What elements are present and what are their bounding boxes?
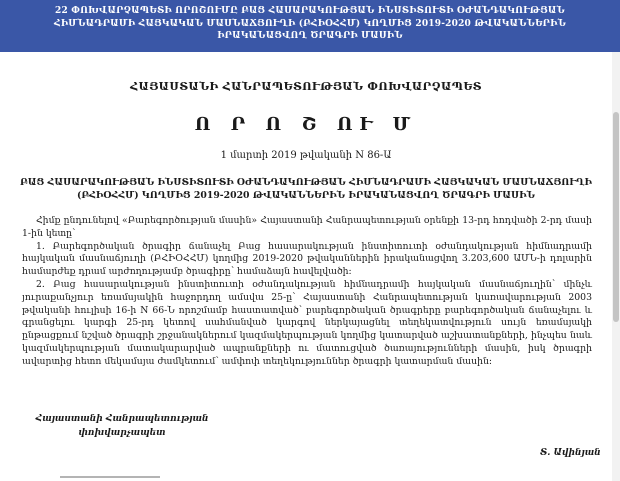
paragraph-2: 2. Բաց հասարակության ինստիտուտի օժանդակության հիմնադրամի հայկական մասնաճյուղին՝ մինչև յուրաքանչյուր եռամսյակին հաջորդող ամսվա 25-ը՝ Հայաստանի Հանրապետության կառավարության 2003 թվականի հուլիսի 16-ի N 66-Ն որոշմամբ հաստատված՝ բարեգործական ծրագրերը բարեգործական ճանաչելու և գրանցելու կարգի 25-րդ կետով սահմանված կարգով ներկայացնել տեղեկատվություն սույն եռամսյակի ընթացքում նշված ծրագրի շրջանակներում կազմակերպության կողմից կատարված աշխատանքների, ինչպես նաև կազմակերպության մատակարարված ապրանքների ու մատուցված ծառայությունների մասին, իսկ ծրագրի ավարտից հետո մեկամսյա ժամկետում՝ ամփոփ տեղեկություններ ծրագրի կատարման մասին: [22,278,592,367]
signatory-title-line-2: փոխվարչապետ [78,428,166,438]
issuer-heading: ՀԱՅԱՍՏԱՆԻ ՀԱՆՐԱՊԵՏՈՒԹՅԱՆ ՓՈԽՎԱՐՉԱՊԵՏ [130,80,482,93]
banner-line-2: ՀԻՄՆԱԴՐԱՄԻ ՀԱՅԿԱԿԱՆ ՄԱՍՆԱՃՅՈՒՂԻ (ԲՀԻՕՀՀՄ) ԿՈՂՄԻՑ 2019-2020 ԹՎԱԿԱՆՆԵՐԻՆ [53,18,566,29]
document-type-heading: Ո Ր Ո Շ ՈՒ Մ [194,114,418,135]
document-subject: ԲԱՑ ՀԱՍԱՐԱԿՈՒԹՅԱՆ ԻՆՍՏԻՏՈՒՏԻ ՕԺԱՆԴԱԿՈՒԹՅԱՆ ՀԻՄՆԱԴՐԱՄԻ ՀԱՅԿԱԿԱՆ ՄԱՍՆԱՃՅՈՒՂԻ (ԲՀԻՕՀՀՄ) ԿՈՂՄԻՑ 2019-2020 ԹՎԱԿԱՆՆԵՐԻՆ ԻՐԱԿԱՆԱՑՎՈՂ ԾՐԱԳՐԻ ՄԱՍԻՆ [20,177,592,201]
banner-line-1: 22 ՓՈԽՎԱՐՉԱՊԵՏԻ ՈՐՈՇՈՒՄԸ ԲԱՑ ՀԱՍԱՐԱԿՈՒԹՅԱՆ ԻՆՍՏԻՏՈՒՏԻ ՕԺԱՆԴԱԿՈՒԹՅԱՆ [55,6,565,16]
signatory-name: Տ. Ավինյան [540,448,601,458]
document-title-banner [0,0,620,52]
document-date: 1 մարտի 2019 թվականի N 86-Ա [220,150,392,161]
vertical-scrollbar[interactable] [612,52,620,481]
cut-off-text-line [60,474,210,481]
signatory-title [22,412,222,440]
document-text [22,215,592,369]
paragraph-preamble: Հիմք ընդունելով «Բարեգործության մասին» Հայաստանի Հանրապետության օրենքի 13-րդ հոդվածի 2-րդ մասի 1-ին կետը՝ [22,215,592,239]
paragraph-1: 1. Բարեգործական ծրագիր ճանաչել Բաց հասարակության ինստիտուտի օժանդակության հիմնադրամի հայկական մասնաճյուղի (ԲՀԻՕՀՀՄ) կողմից 2019-2020 թվականներին իրականացվող 3.203,600 ԱՄՆ-ի դոլարին համարժեք դրամ արժողությամբ ծրագիրը՝ համաձայն հավելվածի: [22,240,592,278]
scrollbar-thumb[interactable] [613,112,619,322]
signatory-title-line-1: Հայաստանի Հանրապետության [35,414,209,424]
banner-line-3: ԻՐԱԿԱՆԱՑՎՈՂ ԾՐԱԳՐԻ ՄԱՍԻՆ [217,31,403,41]
